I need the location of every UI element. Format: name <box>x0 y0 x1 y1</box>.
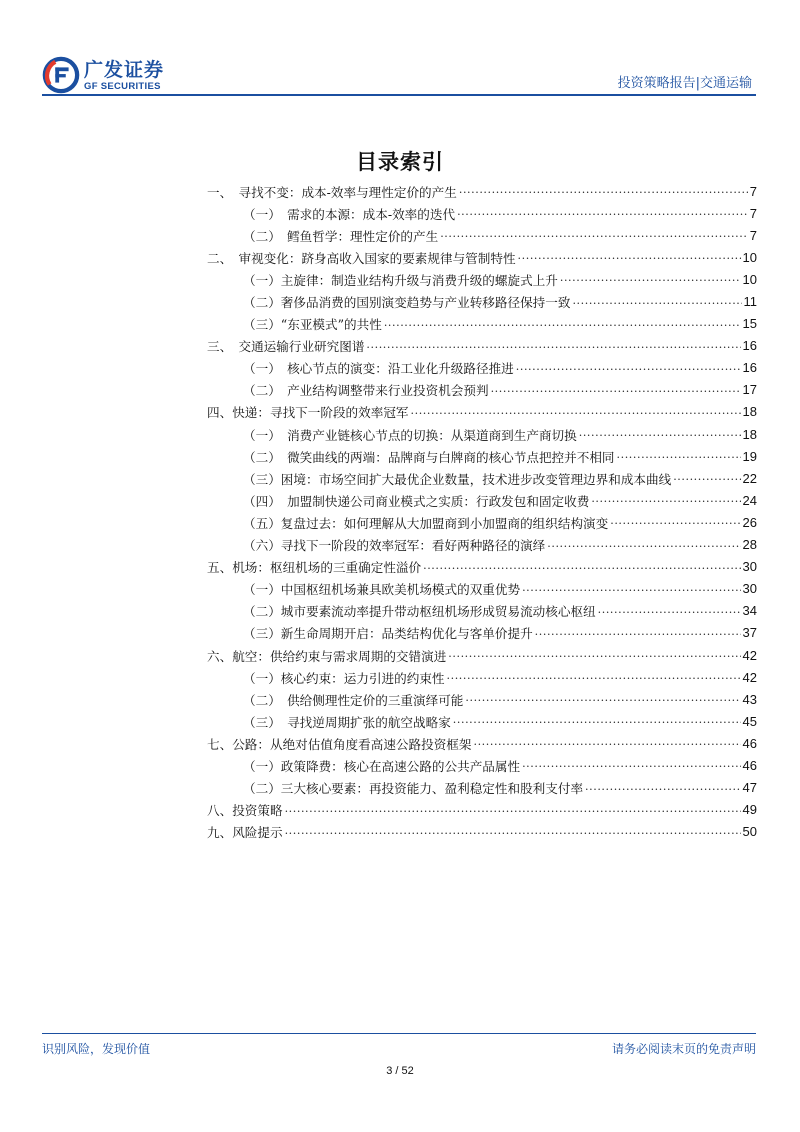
toc-leader-dots <box>598 604 741 618</box>
toc-leader-dots <box>285 803 741 817</box>
toc-entry[interactable] <box>207 313 757 335</box>
toc-entry-page: 18 <box>742 426 757 442</box>
toc-entry[interactable] <box>207 224 757 246</box>
toc-entry-title: 八、投资策略 <box>207 803 283 819</box>
toc-entry[interactable] <box>207 202 757 224</box>
toc-leader-dots <box>465 692 740 706</box>
toc-entry-page: 10 <box>742 271 757 287</box>
toc-entry[interactable] <box>207 622 757 644</box>
logo-chinese-name: 广发证券 <box>84 58 165 81</box>
toc-entry-page: 10 <box>742 249 757 265</box>
toc-entry-title: （三）“东亚模式”的共性 <box>243 317 382 333</box>
toc-leader-dots <box>522 758 740 772</box>
toc-entry-title: （一）政策降费：核心在高速公路的公共产品属性 <box>243 758 521 774</box>
toc-entry-page: 30 <box>742 559 757 575</box>
toc-leader-dots <box>448 648 740 662</box>
toc-entry-title: 三、 交通运输行业研究图谱 <box>207 339 365 355</box>
toc-entry-title: （三） 寻找逆周期扩张的航空战略家 <box>243 714 451 730</box>
toc-entry[interactable] <box>207 821 757 843</box>
toc-entry[interactable] <box>207 357 757 379</box>
toc-entry-title: （五）复盘过去：如何理解从大加盟商到小加盟商的组织结构演变 <box>243 515 609 531</box>
toc-leader-dots <box>547 538 740 552</box>
toc-leader-dots <box>447 670 741 684</box>
toc-entry-page: 16 <box>742 338 757 354</box>
toc-entry[interactable] <box>207 335 757 357</box>
toc-entry-page: 50 <box>742 824 757 840</box>
toc-entry-title: （二）三大核心要素：再投资能力、盈利稳定性和股利支付率 <box>243 781 584 797</box>
toc-leader-dots <box>453 714 741 728</box>
toc-entry-title: 六、航空：供给约束与需求周期的交错演进 <box>207 648 447 664</box>
toc-leader-dots <box>459 184 748 198</box>
toc-entry-page: 49 <box>742 802 757 818</box>
toc-leader-dots <box>535 626 741 640</box>
toc-entry-title: 二、 审视变化：跻身高收入国家的要素规律与管制特性 <box>207 250 516 266</box>
toc-entry[interactable] <box>207 688 757 710</box>
toc-entry[interactable] <box>207 180 757 202</box>
toc-entry-title: （二） 产业结构调整带来行业投资机会预判 <box>243 383 489 399</box>
company-logo <box>42 56 164 94</box>
toc-leader-dots <box>579 427 741 441</box>
page-number: 3 / 52 <box>386 1065 414 1077</box>
report-type: 投资策略报告|交通运输 <box>617 76 752 91</box>
toc-leader-dots <box>591 493 740 507</box>
toc-entry-page: 24 <box>742 492 757 508</box>
toc-entry[interactable] <box>207 534 757 556</box>
toc-leader-dots <box>366 339 740 353</box>
toc-entry-title: 七、公路：从绝对估值角度看高速公路投资框架 <box>207 736 472 752</box>
toc-entry-page: 16 <box>742 360 757 376</box>
gf-logo-icon <box>42 56 80 94</box>
toc-entry[interactable] <box>207 799 757 821</box>
toc-entry-page: 47 <box>742 780 757 796</box>
toc-entry-title: 九、风险提示 <box>207 825 283 841</box>
toc-title: 目录索引 <box>356 149 444 174</box>
toc-entry-title: （二）奢侈品消费的国别演变趋势与产业转移路径保持一致 <box>243 295 571 311</box>
toc-entry-page: 26 <box>742 514 757 530</box>
toc-entry-page: 7 <box>749 183 757 199</box>
toc-leader-dots <box>585 781 741 795</box>
toc-entry-page: 46 <box>742 735 757 751</box>
toc-entry[interactable] <box>207 445 757 467</box>
toc-leader-dots <box>473 736 740 750</box>
toc-entry-title: 四、快递：寻找下一阶段的效率冠军 <box>207 405 409 421</box>
toc-entry[interactable] <box>207 556 757 578</box>
footer-divider <box>42 1033 756 1034</box>
toc-entry[interactable] <box>207 379 757 401</box>
toc-entry[interactable] <box>207 401 757 423</box>
toc-leader-dots <box>285 825 741 839</box>
toc-entry[interactable] <box>207 732 757 754</box>
toc-leader-dots <box>518 250 741 264</box>
toc-entry-title: （一） 需求的本源：成本-效率的迭代 <box>243 206 456 222</box>
toc-entry-title: （一）主旋律：制造业结构升级与消费升级的螺旋式上升 <box>243 272 558 288</box>
footer-disclaimer-note: 请务必阅读末页的免责声明 <box>611 1042 756 1056</box>
toc-entry-page: 15 <box>742 316 757 332</box>
toc-entry-title: 五、机场：枢纽机场的三重确定性溢价 <box>207 560 422 576</box>
toc-leader-dots <box>516 361 741 375</box>
toc-entry-title: 一、 寻找不变：成本-效率与理性定价的产生 <box>207 184 457 200</box>
toc-entry-title: （二） 供给侧理性定价的三重演绎可能 <box>243 692 464 708</box>
page-header <box>0 0 800 100</box>
toc-leader-dots <box>457 206 748 220</box>
toc-entry[interactable] <box>207 777 757 799</box>
toc-entry-title: （四） 加盟制快递公司商业模式之实质：行政发包和固定收费 <box>243 493 590 509</box>
toc-entry-page: 17 <box>742 382 757 398</box>
toc-entry[interactable] <box>207 423 757 445</box>
toc-entry[interactable] <box>207 754 757 776</box>
toc-entry-page: 34 <box>742 603 757 619</box>
toc-entry-title: （一）核心约束：运力引进的约束性 <box>243 670 445 686</box>
toc-entry-page: 18 <box>742 404 757 420</box>
toc-entry-title: （二） 微笑曲线的两端：品牌商与白牌商的核心节点把控并不相同 <box>243 449 615 465</box>
toc-entry-title: （二）城市要素流动率提升带动枢纽机场形成贸易流动核心枢纽 <box>243 604 596 620</box>
toc-leader-dots <box>610 515 740 529</box>
logo-english-name: GF SECURITIES <box>84 80 161 92</box>
toc-entry[interactable] <box>207 710 757 732</box>
toc-entry[interactable] <box>207 666 757 688</box>
toc-entry-page: 37 <box>742 625 757 641</box>
toc-entry-page: 45 <box>742 713 757 729</box>
toc-leader-dots <box>522 582 740 596</box>
toc-entry-title: （一） 消费产业链核心节点的切换：从渠道商到生产商切换 <box>243 427 577 443</box>
toc-entry[interactable] <box>207 467 757 489</box>
toc-entry[interactable] <box>207 290 757 312</box>
toc-entry[interactable] <box>207 246 757 268</box>
toc-leader-dots <box>673 471 740 485</box>
toc-leader-dots <box>491 383 741 397</box>
toc-entry[interactable] <box>207 600 757 622</box>
toc-entry-page: 7 <box>749 205 757 221</box>
footer-slogan: 识别风险，发现价值 <box>42 1042 151 1056</box>
toc-leader-dots <box>572 295 741 309</box>
toc-entry-page: 42 <box>742 669 757 685</box>
toc-leader-dots <box>384 317 741 331</box>
table-of-contents <box>207 180 757 843</box>
toc-entry-page: 28 <box>742 537 757 553</box>
toc-leader-dots <box>617 449 741 463</box>
toc-leader-dots <box>423 560 740 574</box>
toc-entry-page: 43 <box>742 691 757 707</box>
toc-entry-title: （一）中国枢纽机场兼具欧美机场模式的双重优势 <box>243 582 521 598</box>
toc-entry-title: （六）寻找下一阶段的效率冠军：看好两种路径的演绎 <box>243 538 546 554</box>
toc-leader-dots <box>560 272 741 286</box>
header-divider <box>42 94 756 96</box>
toc-leader-dots <box>411 405 741 419</box>
toc-leader-dots <box>440 228 748 242</box>
toc-entry-page: 46 <box>742 757 757 773</box>
toc-entry-page: 19 <box>742 448 757 464</box>
toc-entry-page: 30 <box>742 581 757 597</box>
toc-entry[interactable] <box>207 268 757 290</box>
toc-entry[interactable] <box>207 511 757 533</box>
toc-entry-title: （一） 核心节点的演变：沿工业化升级路径推进 <box>243 361 514 377</box>
toc-entry-page: 22 <box>742 470 757 486</box>
toc-entry-page: 11 <box>743 294 757 310</box>
toc-entry-page: 7 <box>749 227 757 243</box>
toc-entry-title: （三）新生命周期开启：品类结构优化与客单价提升 <box>243 626 533 642</box>
toc-entry-title: （三）困境：市场空间扩大最优企业数量，技术进步改变管理边界和成本曲线 <box>243 471 672 487</box>
toc-entry[interactable] <box>207 489 757 511</box>
toc-entry-title: （二） 鳕鱼哲学：理性定价的产生 <box>243 228 439 244</box>
toc-entry[interactable] <box>207 644 757 666</box>
toc-entry-page: 42 <box>742 647 757 663</box>
toc-entry[interactable] <box>207 578 757 600</box>
